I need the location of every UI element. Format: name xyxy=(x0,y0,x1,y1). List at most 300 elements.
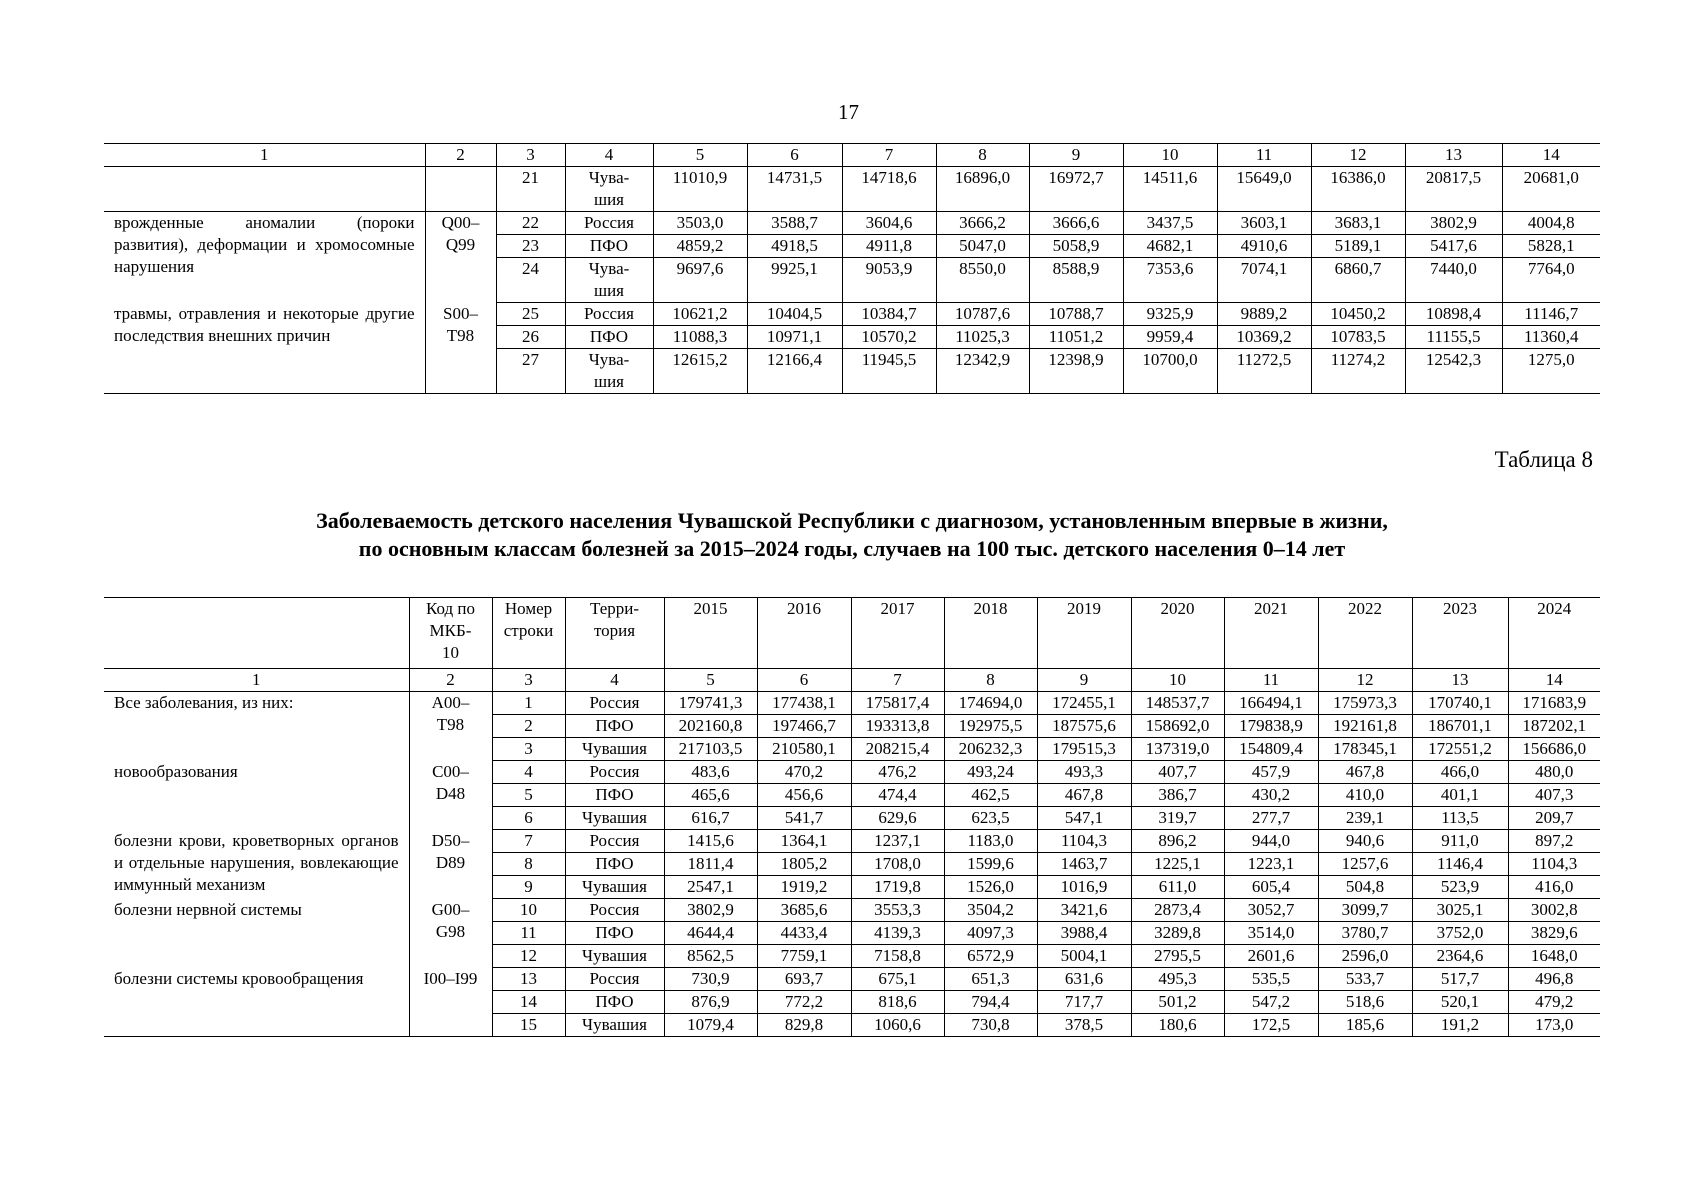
column-number: 11 xyxy=(1224,669,1318,692)
value-cell: 631,6 xyxy=(1037,968,1131,991)
value-cell: 504,8 xyxy=(1318,876,1412,899)
value-cell: 1708,0 xyxy=(851,853,944,876)
header-empty xyxy=(104,598,409,669)
value-cell: 166494,1 xyxy=(1224,692,1318,715)
value-cell: 11272,5 xyxy=(1217,349,1311,394)
value-cell: 4433,4 xyxy=(757,922,851,945)
value-cell: 1183,0 xyxy=(944,830,1037,853)
value-cell: 210580,1 xyxy=(757,738,851,761)
value-cell: 940,6 xyxy=(1318,830,1412,853)
value-cell: 158692,0 xyxy=(1131,715,1224,738)
value-cell: 416,0 xyxy=(1508,876,1600,899)
territory: Россия xyxy=(565,212,653,235)
disease-class-name: болезни системы кровообращения xyxy=(104,968,409,1037)
value-cell: 1526,0 xyxy=(944,876,1037,899)
value-cell: 517,7 xyxy=(1412,968,1508,991)
value-cell: 3683,1 xyxy=(1311,212,1405,235)
value-cell: 9925,1 xyxy=(747,258,842,303)
value-cell: 4682,1 xyxy=(1123,235,1217,258)
value-cell: 197466,7 xyxy=(757,715,851,738)
value-cell: 179838,9 xyxy=(1224,715,1318,738)
table-row xyxy=(104,167,1600,212)
value-cell: 11360,4 xyxy=(1502,326,1600,349)
value-cell: 523,9 xyxy=(1412,876,1508,899)
value-cell: 457,9 xyxy=(1224,761,1318,784)
value-cell: 1648,0 xyxy=(1508,945,1600,968)
value-cell: 10971,1 xyxy=(747,326,842,349)
column-number: 2 xyxy=(425,144,496,167)
line-number: 1 xyxy=(492,692,565,715)
value-cell: 495,3 xyxy=(1131,968,1224,991)
territory: ПФО xyxy=(565,715,664,738)
value-cell: 480,0 xyxy=(1508,761,1600,784)
column-number: 8 xyxy=(944,669,1037,692)
value-cell: 1146,4 xyxy=(1412,853,1508,876)
value-cell: 1275,0 xyxy=(1502,349,1600,394)
territory: Россия xyxy=(565,830,664,853)
table-title-line-1: Заболеваемость детского населения Чувашской Республики с диагнозом, установленным впервые в жизни, xyxy=(316,508,1388,533)
line-number: 12 xyxy=(492,945,565,968)
value-cell: 911,0 xyxy=(1412,830,1508,853)
value-cell: 156686,0 xyxy=(1508,738,1600,761)
value-cell: 378,5 xyxy=(1037,1014,1131,1037)
value-cell: 10369,2 xyxy=(1217,326,1311,349)
value-cell: 501,2 xyxy=(1131,991,1224,1014)
territory: ПФО xyxy=(565,853,664,876)
value-cell: 11945,5 xyxy=(842,349,936,394)
value-cell: 192975,5 xyxy=(944,715,1037,738)
value-cell: 479,2 xyxy=(1508,991,1600,1014)
territory: Россия xyxy=(565,761,664,784)
value-cell: 5004,1 xyxy=(1037,945,1131,968)
territory: ПФО xyxy=(565,326,653,349)
value-cell: 154809,4 xyxy=(1224,738,1318,761)
value-cell: 20681,0 xyxy=(1502,167,1600,212)
line-number: 14 xyxy=(492,991,565,1014)
value-cell: 467,8 xyxy=(1037,784,1131,807)
value-cell: 175817,4 xyxy=(851,692,944,715)
line-number: 21 xyxy=(496,167,565,212)
value-cell: 693,7 xyxy=(757,968,851,991)
value-cell: 520,1 xyxy=(1412,991,1508,1014)
value-cell: 3503,0 xyxy=(653,212,747,235)
column-number: 5 xyxy=(653,144,747,167)
value-cell: 9325,9 xyxy=(1123,303,1217,326)
value-cell: 1919,2 xyxy=(757,876,851,899)
column-number: 2 xyxy=(409,669,492,692)
line-number: 10 xyxy=(492,899,565,922)
value-cell: 7440,0 xyxy=(1405,258,1502,303)
value-cell: 208215,4 xyxy=(851,738,944,761)
value-cell: 4644,4 xyxy=(664,922,757,945)
territory: Чувашия xyxy=(565,807,664,830)
value-cell: 5047,0 xyxy=(936,235,1029,258)
column-number: 8 xyxy=(936,144,1029,167)
header-year: 2018 xyxy=(944,598,1037,669)
value-cell: 3829,6 xyxy=(1508,922,1600,945)
value-cell: 11274,2 xyxy=(1311,349,1405,394)
icd-code: S00– T98 xyxy=(425,303,496,394)
value-cell: 7759,1 xyxy=(757,945,851,968)
value-cell: 730,9 xyxy=(664,968,757,991)
value-cell: 3289,8 xyxy=(1131,922,1224,945)
value-cell: 217103,5 xyxy=(664,738,757,761)
value-cell: 10783,5 xyxy=(1311,326,1405,349)
value-cell: 717,7 xyxy=(1037,991,1131,1014)
value-cell: 9959,4 xyxy=(1123,326,1217,349)
territory: Россия xyxy=(565,899,664,922)
value-cell: 2601,6 xyxy=(1224,945,1318,968)
territory: ПФО xyxy=(565,922,664,945)
column-number: 3 xyxy=(492,669,565,692)
value-cell: 1079,4 xyxy=(664,1014,757,1037)
value-cell: 3099,7 xyxy=(1318,899,1412,922)
header-year: 2020 xyxy=(1131,598,1224,669)
value-cell: 818,6 xyxy=(851,991,944,1014)
value-cell: 14511,6 xyxy=(1123,167,1217,212)
disease-class-name: новообразования xyxy=(104,761,409,830)
value-cell: 474,4 xyxy=(851,784,944,807)
value-cell: 174694,0 xyxy=(944,692,1037,715)
territory: ПФО xyxy=(565,235,653,258)
header-row xyxy=(104,598,1600,669)
disease-class-name: болезни нервной системы xyxy=(104,899,409,968)
value-cell: 5189,1 xyxy=(1311,235,1405,258)
line-number: 8 xyxy=(492,853,565,876)
value-cell: 11010,9 xyxy=(653,167,747,212)
value-cell: 3802,9 xyxy=(1405,212,1502,235)
value-cell: 187575,6 xyxy=(1037,715,1131,738)
value-cell: 16896,0 xyxy=(936,167,1029,212)
value-cell: 3988,4 xyxy=(1037,922,1131,945)
line-number: 6 xyxy=(492,807,565,830)
value-cell: 10700,0 xyxy=(1123,349,1217,394)
value-cell: 8588,9 xyxy=(1029,258,1123,303)
value-cell: 386,7 xyxy=(1131,784,1224,807)
line-number: 7 xyxy=(492,830,565,853)
line-number: 5 xyxy=(492,784,565,807)
value-cell: 3025,1 xyxy=(1412,899,1508,922)
value-cell: 1805,2 xyxy=(757,853,851,876)
value-cell: 177438,1 xyxy=(757,692,851,715)
disease-class-name: травмы, отравления и некоторые другие последствия внешних причин xyxy=(104,303,425,394)
value-cell: 137319,0 xyxy=(1131,738,1224,761)
line-number: 24 xyxy=(496,258,565,303)
disease-class-name: Все заболевания, из них: xyxy=(104,692,409,761)
value-cell: 12166,4 xyxy=(747,349,842,394)
value-cell: 944,0 xyxy=(1224,830,1318,853)
value-cell: 4910,6 xyxy=(1217,235,1311,258)
column-number: 10 xyxy=(1123,144,1217,167)
header-year: 2024 xyxy=(1508,598,1600,669)
value-cell: 172,5 xyxy=(1224,1014,1318,1037)
value-cell: 10787,6 xyxy=(936,303,1029,326)
value-cell: 192161,8 xyxy=(1318,715,1412,738)
value-cell: 547,2 xyxy=(1224,991,1318,1014)
territory: Чувашия xyxy=(565,1014,664,1037)
value-cell: 623,5 xyxy=(944,807,1037,830)
continuation-table xyxy=(104,143,1600,394)
value-cell: 1237,1 xyxy=(851,830,944,853)
column-number: 7 xyxy=(851,669,944,692)
territory: ПФО xyxy=(565,991,664,1014)
value-cell: 476,2 xyxy=(851,761,944,784)
value-cell: 3603,1 xyxy=(1217,212,1311,235)
column-number: 5 xyxy=(664,669,757,692)
value-cell: 3685,6 xyxy=(757,899,851,922)
value-cell: 7158,8 xyxy=(851,945,944,968)
column-number-row xyxy=(104,144,1600,167)
value-cell: 7764,0 xyxy=(1502,258,1600,303)
value-cell: 518,6 xyxy=(1318,991,1412,1014)
value-cell: 186701,1 xyxy=(1412,715,1508,738)
column-number: 13 xyxy=(1405,144,1502,167)
value-cell: 407,7 xyxy=(1131,761,1224,784)
value-cell: 7074,1 xyxy=(1217,258,1311,303)
value-cell: 170740,1 xyxy=(1412,692,1508,715)
line-number: 26 xyxy=(496,326,565,349)
value-cell: 12398,9 xyxy=(1029,349,1123,394)
disease-class-name: врожденные аномалии (пороки развития), деформации и хромосомные нарушения xyxy=(104,212,425,303)
value-cell: 180,6 xyxy=(1131,1014,1224,1037)
line-number: 25 xyxy=(496,303,565,326)
value-cell: 605,4 xyxy=(1224,876,1318,899)
value-cell: 10788,7 xyxy=(1029,303,1123,326)
value-cell: 178345,1 xyxy=(1318,738,1412,761)
value-cell: 3504,2 xyxy=(944,899,1037,922)
table-row xyxy=(104,692,1600,715)
column-number: 1 xyxy=(104,669,409,692)
value-cell: 14718,6 xyxy=(842,167,936,212)
value-cell: 4139,3 xyxy=(851,922,944,945)
table-row xyxy=(104,899,1600,922)
territory: Чувашия xyxy=(565,876,664,899)
value-cell: 896,2 xyxy=(1131,830,1224,853)
value-cell: 1257,6 xyxy=(1318,853,1412,876)
value-cell: 1016,9 xyxy=(1037,876,1131,899)
territory: Чува- шия xyxy=(565,258,653,303)
column-number: 6 xyxy=(757,669,851,692)
value-cell: 465,6 xyxy=(664,784,757,807)
value-cell: 5058,9 xyxy=(1029,235,1123,258)
value-cell: 535,5 xyxy=(1224,968,1318,991)
value-cell: 533,7 xyxy=(1318,968,1412,991)
value-cell: 179515,3 xyxy=(1037,738,1131,761)
header-line-number: Номер строки xyxy=(492,598,565,669)
value-cell: 4859,2 xyxy=(653,235,747,258)
value-cell: 3421,6 xyxy=(1037,899,1131,922)
line-number: 3 xyxy=(492,738,565,761)
column-number: 1 xyxy=(104,144,425,167)
value-cell: 897,2 xyxy=(1508,830,1600,853)
column-number: 11 xyxy=(1217,144,1311,167)
column-number: 14 xyxy=(1508,669,1600,692)
value-cell: 14731,5 xyxy=(747,167,842,212)
value-cell: 187202,1 xyxy=(1508,715,1600,738)
line-number: 4 xyxy=(492,761,565,784)
value-cell: 1811,4 xyxy=(664,853,757,876)
territory: ПФО xyxy=(565,784,664,807)
value-cell: 20817,5 xyxy=(1405,167,1502,212)
value-cell: 11051,2 xyxy=(1029,326,1123,349)
value-cell: 1060,6 xyxy=(851,1014,944,1037)
header-year: 2023 xyxy=(1412,598,1508,669)
line-number: 9 xyxy=(492,876,565,899)
value-cell: 4097,3 xyxy=(944,922,1037,945)
value-cell: 629,6 xyxy=(851,807,944,830)
value-cell: 239,1 xyxy=(1318,807,1412,830)
page-number: 17 xyxy=(838,100,859,124)
value-cell: 3052,7 xyxy=(1224,899,1318,922)
column-number: 3 xyxy=(496,144,565,167)
value-cell: 496,8 xyxy=(1508,968,1600,991)
value-cell: 3604,6 xyxy=(842,212,936,235)
value-cell: 3666,6 xyxy=(1029,212,1123,235)
territory: Чува- шия xyxy=(565,349,653,394)
column-number: 7 xyxy=(842,144,936,167)
value-cell: 171683,9 xyxy=(1508,692,1600,715)
icd-code xyxy=(425,167,496,212)
value-cell: 3002,8 xyxy=(1508,899,1600,922)
value-cell: 829,8 xyxy=(757,1014,851,1037)
value-cell: 730,8 xyxy=(944,1014,1037,1037)
value-cell: 401,1 xyxy=(1412,784,1508,807)
value-cell: 4004,8 xyxy=(1502,212,1600,235)
header-year: 2021 xyxy=(1224,598,1318,669)
value-cell: 462,5 xyxy=(944,784,1037,807)
territory: Россия xyxy=(565,692,664,715)
line-number: 27 xyxy=(496,349,565,394)
value-cell: 2596,0 xyxy=(1318,945,1412,968)
table-title-line-2: по основным классам болезней за 2015–2024 годы, случаев на 100 тыс. детского населения 0–14 лет xyxy=(358,536,1346,561)
value-cell: 6572,9 xyxy=(944,945,1037,968)
column-number: 6 xyxy=(747,144,842,167)
value-cell: 12542,3 xyxy=(1405,349,1502,394)
value-cell: 3437,5 xyxy=(1123,212,1217,235)
value-cell: 10450,2 xyxy=(1311,303,1405,326)
value-cell: 185,6 xyxy=(1318,1014,1412,1037)
value-cell: 1104,3 xyxy=(1508,853,1600,876)
icd-code: D50– D89 xyxy=(409,830,492,899)
column-number-row xyxy=(104,669,1600,692)
header-year: 2016 xyxy=(757,598,851,669)
value-cell: 651,3 xyxy=(944,968,1037,991)
value-cell: 675,1 xyxy=(851,968,944,991)
table-row xyxy=(104,212,1600,235)
line-number: 13 xyxy=(492,968,565,991)
column-number: 12 xyxy=(1311,144,1405,167)
value-cell: 10898,4 xyxy=(1405,303,1502,326)
value-cell: 3752,0 xyxy=(1412,922,1508,945)
value-cell: 12615,2 xyxy=(653,349,747,394)
line-number: 22 xyxy=(496,212,565,235)
value-cell: 8550,0 xyxy=(936,258,1029,303)
value-cell: 11088,3 xyxy=(653,326,747,349)
header-icd-code: Код по МКБ- 10 xyxy=(409,598,492,669)
value-cell: 456,6 xyxy=(757,784,851,807)
table-row xyxy=(104,761,1600,784)
value-cell: 5828,1 xyxy=(1502,235,1600,258)
header-year: 2019 xyxy=(1037,598,1131,669)
territory: Чува- шия xyxy=(565,167,653,212)
value-cell: 10621,2 xyxy=(653,303,747,326)
value-cell: 3666,2 xyxy=(936,212,1029,235)
value-cell: 1415,6 xyxy=(664,830,757,853)
value-cell: 2873,4 xyxy=(1131,899,1224,922)
value-cell: 10384,7 xyxy=(842,303,936,326)
value-cell: 1599,6 xyxy=(944,853,1037,876)
table-row xyxy=(104,968,1600,991)
icd-code: C00– D48 xyxy=(409,761,492,830)
column-number: 9 xyxy=(1037,669,1131,692)
icd-code: I00–I99 xyxy=(409,968,492,1037)
value-cell: 3780,7 xyxy=(1318,922,1412,945)
header-year: 2017 xyxy=(851,598,944,669)
value-cell: 6860,7 xyxy=(1311,258,1405,303)
value-cell: 616,7 xyxy=(664,807,757,830)
value-cell: 493,3 xyxy=(1037,761,1131,784)
column-number: 13 xyxy=(1412,669,1508,692)
value-cell: 1463,7 xyxy=(1037,853,1131,876)
column-number: 14 xyxy=(1502,144,1600,167)
value-cell: 11155,5 xyxy=(1405,326,1502,349)
value-cell: 172455,1 xyxy=(1037,692,1131,715)
disease-class-name xyxy=(104,167,425,212)
value-cell: 11146,7 xyxy=(1502,303,1600,326)
value-cell: 9889,2 xyxy=(1217,303,1311,326)
value-cell: 541,7 xyxy=(757,807,851,830)
value-cell: 1364,1 xyxy=(757,830,851,853)
table-label: Таблица 8 xyxy=(1494,447,1593,472)
header-year: 2022 xyxy=(1318,598,1412,669)
value-cell: 277,7 xyxy=(1224,807,1318,830)
value-cell: 876,9 xyxy=(664,991,757,1014)
morbidity-table xyxy=(104,597,1600,1037)
value-cell: 9697,6 xyxy=(653,258,747,303)
value-cell: 209,7 xyxy=(1508,807,1600,830)
header-year: 2015 xyxy=(664,598,757,669)
value-cell: 2364,6 xyxy=(1412,945,1508,968)
value-cell: 483,6 xyxy=(664,761,757,784)
value-cell: 16972,7 xyxy=(1029,167,1123,212)
value-cell: 15649,0 xyxy=(1217,167,1311,212)
value-cell: 466,0 xyxy=(1412,761,1508,784)
icd-code: Q00– Q99 xyxy=(425,212,496,303)
value-cell: 794,4 xyxy=(944,991,1037,1014)
value-cell: 12342,9 xyxy=(936,349,1029,394)
territory: Россия xyxy=(565,968,664,991)
value-cell: 1104,3 xyxy=(1037,830,1131,853)
value-cell: 179741,3 xyxy=(664,692,757,715)
value-cell: 3588,7 xyxy=(747,212,842,235)
value-cell: 8562,5 xyxy=(664,945,757,968)
table-row xyxy=(104,830,1600,853)
value-cell: 9053,9 xyxy=(842,258,936,303)
value-cell: 611,0 xyxy=(1131,876,1224,899)
value-cell: 467,8 xyxy=(1318,761,1412,784)
value-cell: 4918,5 xyxy=(747,235,842,258)
header-territory: Терри- тория xyxy=(565,598,664,669)
disease-class-name: болезни крови, кроветворных органов и отдельные нарушения, вовлекающие иммунный механизм xyxy=(104,830,409,899)
line-number: 2 xyxy=(492,715,565,738)
territory: Россия xyxy=(565,303,653,326)
column-number: 10 xyxy=(1131,669,1224,692)
value-cell: 10570,2 xyxy=(842,326,936,349)
value-cell: 16386,0 xyxy=(1311,167,1405,212)
table-title xyxy=(104,507,1600,563)
value-cell: 430,2 xyxy=(1224,784,1318,807)
territory: Чувашия xyxy=(565,945,664,968)
